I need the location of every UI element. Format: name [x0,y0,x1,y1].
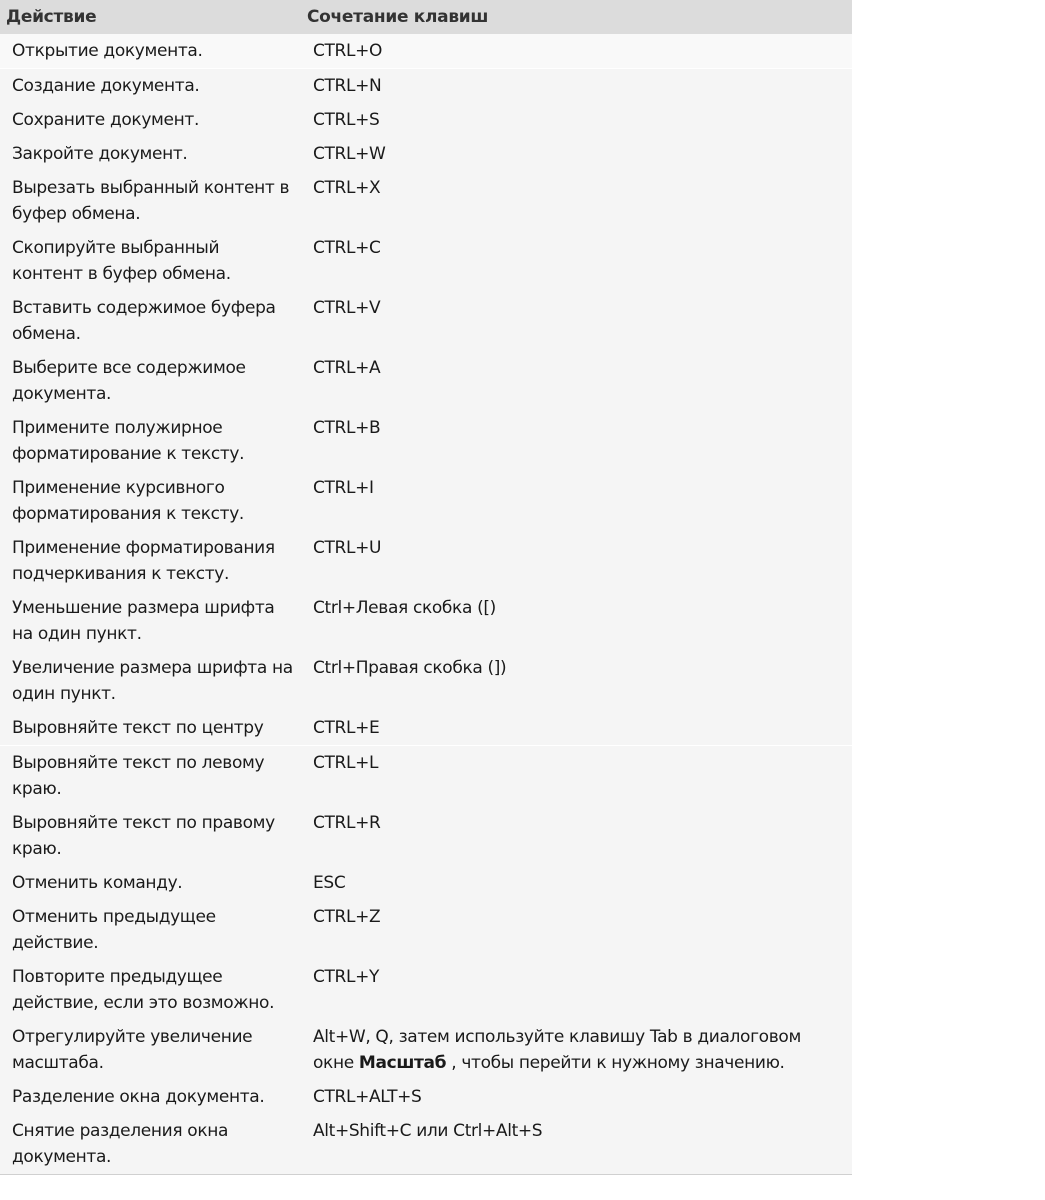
action-cell: Повторите предыдущее действие, если это возможно. [12,967,275,1013]
table-row [0,34,852,69]
action-cell: Уменьшение размера шрифта на один пункт. [12,598,275,644]
action-cell: Сохраните документ. [12,110,200,130]
keys-cell: CTRL+U [313,538,382,558]
table-row [0,1080,852,1114]
action-cell: Создание документа. [0,69,300,104]
table-row [0,806,852,866]
keys-cell: CTRL+X [313,178,381,198]
keys-cell: CTRL+A [313,358,381,378]
table-row [0,69,852,104]
table-row [0,291,852,351]
action-cell: Выровняйте текст по левому краю. [0,746,300,807]
action-cell: Вставить содержимое буфера обмена. [12,298,276,344]
action-cell: Применение курсивного форматирования к тексту. [12,478,244,524]
keys-cell: CTRL+Z [313,907,381,927]
table-header [0,0,852,34]
table-row [0,471,852,531]
table-body [0,34,852,1175]
action-cell: Примените полужирное форматирование к тексту. [12,418,245,464]
header-action: Действие [0,0,300,34]
table-row [0,137,852,171]
action-cell: Разделение окна документа. [12,1087,265,1107]
keys-cell: ESC [313,873,346,893]
keys-cell: CTRL+Y [313,967,380,987]
keys-cell: Ctrl+Правая скобка (]) [313,658,507,678]
action-cell: Выровняйте текст по центру [12,718,264,738]
action-cell: Выровняйте текст по правому краю. [12,813,275,859]
keys-cell: CTRL+N [300,69,852,104]
table-row [0,171,852,231]
header-keys: Сочетание клавиш [300,0,852,34]
keys-cell: CTRL+O [313,41,383,61]
keys-cell: CTRL+C [313,238,381,258]
action-cell: Открытие документа. [12,41,203,61]
keys-cell: CTRL+I [313,478,374,498]
table-row [0,103,852,137]
keys-cell [300,1020,852,1080]
table-row [0,746,852,807]
table-row [0,411,852,471]
keys-cell: CTRL+W [313,144,386,164]
table-row [0,960,852,1020]
table-row [0,711,852,746]
action-cell: Выберите все содержимое документа. [12,358,246,404]
header-row [0,0,852,34]
action-cell: Отменить команду. [12,873,183,893]
table-row [0,1020,852,1080]
keys-cell: CTRL+S [313,110,380,130]
keys-cell: CTRL+V [313,298,381,318]
action-cell: Скопируйте выбранный контент в буфер обмена. [12,238,231,284]
keys-text-after: , чтобы перейти к нужному значению. [446,1053,785,1073]
action-cell: Отрегулируйте увеличение масштаба. [12,1027,253,1073]
action-cell: Закройте документ. [12,144,188,164]
table-row [0,591,852,651]
action-cell: Вырезать выбранный контент в буфер обмена. [12,178,290,224]
zoom-dialog-name: Масштаб [358,1053,447,1073]
keys-cell: Alt+Shift+C или Ctrl+Alt+S [300,1114,852,1175]
keys-text-before: Alt+W, Q, затем используйте клавишу Tab в диалоговом окне [313,1027,801,1073]
table-row [0,231,852,291]
action-cell: Снятие разделения окна документа. [0,1114,300,1175]
table-row [0,900,852,960]
action-cell: Отменить предыдущее действие. [12,907,216,953]
keys-cell: CTRL+R [313,813,381,833]
action-cell: Увеличение размера шрифта на один пункт. [12,658,293,704]
table-row [0,866,852,900]
keys-cell: CTRL+L [300,746,852,807]
keys-cell: Ctrl+Левая скобка ([) [313,598,496,618]
keys-cell: CTRL+E [313,718,380,738]
table-row [0,651,852,711]
table-row [0,1114,852,1175]
table-row [0,531,852,591]
action-cell: Применение форматирования подчеркивания к тексту. [12,538,275,584]
keys-cell: CTRL+B [313,418,381,438]
keys-cell: CTRL+ALT+S [313,1087,422,1107]
table-row [0,351,852,411]
